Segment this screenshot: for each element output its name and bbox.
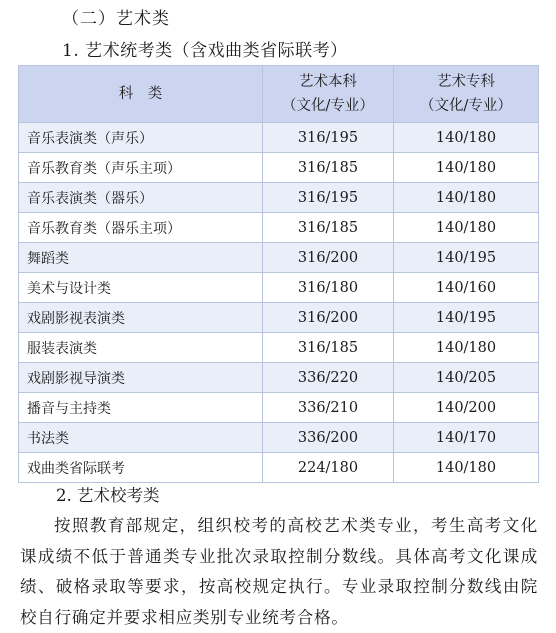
table-row xyxy=(19,423,539,453)
table-row xyxy=(19,393,539,423)
cell-junior: 140/180 xyxy=(394,213,539,243)
cell-junior: 140/195 xyxy=(394,303,539,333)
cell-junior: 140/195 xyxy=(394,243,539,273)
cell-undergrad: 316/195 xyxy=(263,123,394,153)
cell-undergrad: 316/200 xyxy=(263,243,394,273)
cell-junior: 140/180 xyxy=(394,123,539,153)
policy-paragraph: 按照教育部规定，组织校考的高校艺术类专业，考生高考文化课成绩不低于普通类专业批次录取控制分数线。具体高考文化课成绩、破格录取等要求，按高校规定执行。专业录取控制分数线由院校自行确定并要求相应类别专业统考合格。 xyxy=(20,516,538,627)
cell-category: 服装表演类 xyxy=(19,333,263,363)
table-row xyxy=(19,363,539,393)
cell-undergrad: 316/200 xyxy=(263,303,394,333)
cell-junior: 140/180 xyxy=(394,183,539,213)
cell-junior: 140/180 xyxy=(394,153,539,183)
subsection-title-school-exam: 2. 艺术校考类 xyxy=(56,486,160,505)
cell-category: 音乐表演类（声乐） xyxy=(19,123,263,153)
table-row xyxy=(19,273,539,303)
cell-junior: 140/180 xyxy=(394,453,539,483)
cell-junior: 140/205 xyxy=(394,363,539,393)
cell-undergrad: 316/185 xyxy=(263,153,394,183)
cell-category: 戏剧影视表演类 xyxy=(19,303,263,333)
header-category: 科 类 xyxy=(19,66,263,123)
header-junior: 艺术专科 （文化/专业） xyxy=(394,66,539,123)
table-row xyxy=(19,213,539,243)
cell-category: 舞蹈类 xyxy=(19,243,263,273)
subsection-title-unified-exam: 1. 艺术统考类（含戏曲类省际联考） xyxy=(62,41,348,61)
cell-category: 美术与设计类 xyxy=(19,273,263,303)
table-row xyxy=(19,153,539,183)
cell-undergrad: 316/195 xyxy=(263,183,394,213)
cell-undergrad: 316/185 xyxy=(263,333,394,363)
cell-junior: 140/180 xyxy=(394,333,539,363)
header-undergrad: 艺术本科 （文化/专业） xyxy=(263,66,394,123)
cell-junior: 140/170 xyxy=(394,423,539,453)
cell-category: 音乐表演类（器乐） xyxy=(19,183,263,213)
table-row xyxy=(19,183,539,213)
cell-junior: 140/200 xyxy=(394,393,539,423)
table-header-row xyxy=(19,66,539,123)
table-row xyxy=(19,123,539,153)
table-row xyxy=(19,243,539,273)
cell-junior: 140/160 xyxy=(394,273,539,303)
section-title: （二）艺术类 xyxy=(62,9,170,29)
cell-category: 戏剧影视导演类 xyxy=(19,363,263,393)
cell-undergrad: 316/185 xyxy=(263,213,394,243)
table-row xyxy=(19,303,539,333)
cell-category: 音乐教育类（器乐主项） xyxy=(19,213,263,243)
table-row xyxy=(19,453,539,483)
table-row xyxy=(19,333,539,363)
cell-category: 播音与主持类 xyxy=(19,393,263,423)
cell-undergrad: 224/180 xyxy=(263,453,394,483)
cell-category: 书法类 xyxy=(19,423,263,453)
cell-undergrad: 336/220 xyxy=(263,363,394,393)
cell-category: 戏曲类省际联考 xyxy=(19,453,263,483)
cell-category: 音乐教育类（声乐主项） xyxy=(19,153,263,183)
cell-undergrad: 336/200 xyxy=(263,423,394,453)
score-table xyxy=(18,65,539,483)
cell-undergrad: 316/180 xyxy=(263,273,394,303)
cell-undergrad: 336/210 xyxy=(263,393,394,423)
